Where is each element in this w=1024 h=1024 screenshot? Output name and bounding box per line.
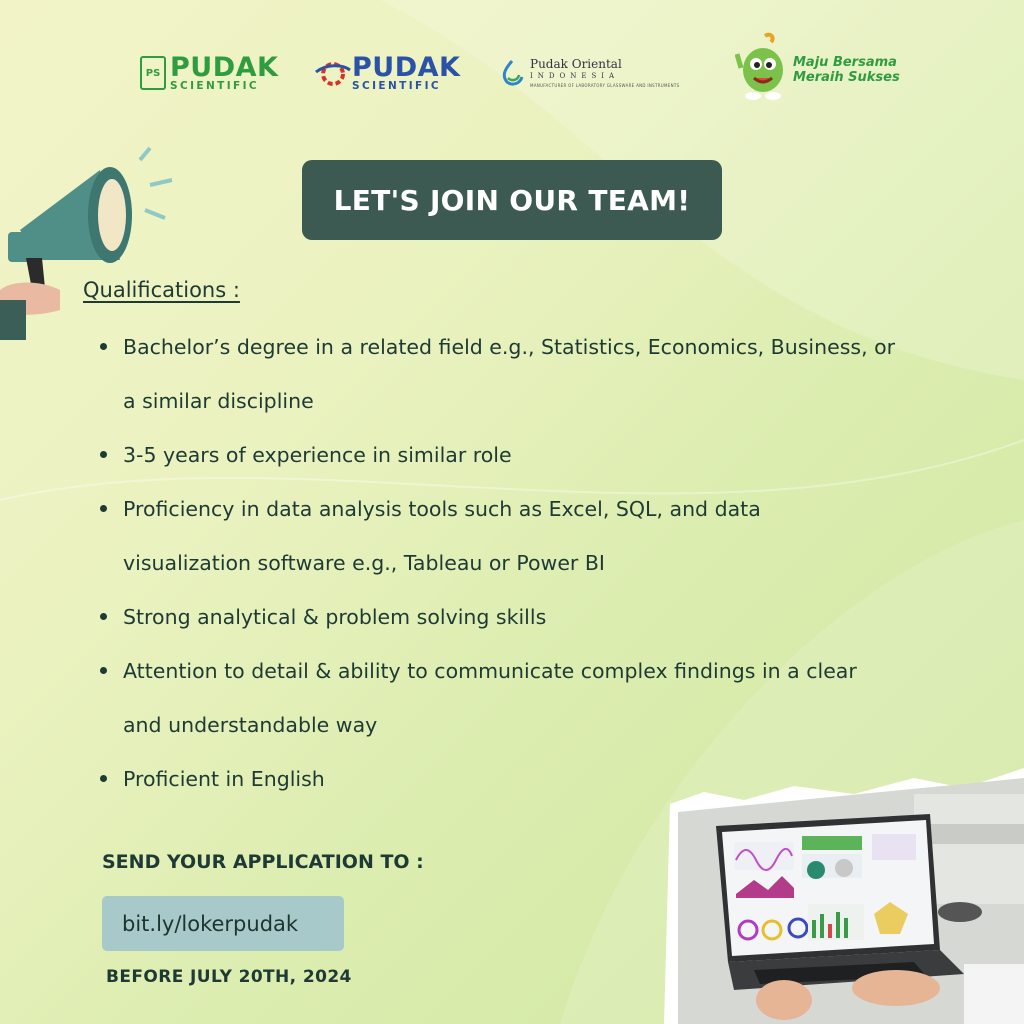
bullet-icon — [100, 451, 107, 458]
bullet-icon — [100, 343, 107, 350]
list-item — [98, 644, 998, 752]
qualification-line: Bachelor’s degree in a related field e.g., Statistics, Economics, Business, or — [123, 335, 896, 359]
mascot-line2: Meraih Sukses — [793, 70, 900, 85]
bullet-icon — [100, 775, 107, 782]
list-item — [98, 428, 998, 482]
bullet-icon — [100, 505, 107, 512]
laptop-dashboard-photo — [664, 764, 1024, 1024]
mascot-line1: Maju Bersama — [793, 55, 897, 71]
application-link[interactable]: bit.ly/lokerpudak — [102, 896, 344, 951]
qualification-line: visualization software e.g., Tableau or Power BI — [123, 551, 605, 575]
list-item — [98, 482, 998, 590]
logo-name: PUDAK — [352, 52, 461, 84]
bullet-icon — [100, 613, 107, 620]
logo-sub: INDONESIA — [530, 72, 620, 80]
send-application-label: SEND YOUR APPLICATION TO : — [102, 851, 424, 873]
qualification-line: Strong analytical & problem solving skills — [123, 605, 547, 629]
join-team-banner: LET'S JOIN OUR TEAM! — [302, 160, 722, 240]
qualification-line: Attention to detail & ability to communicate complex findings in a clear — [123, 659, 857, 683]
mascot-icon — [735, 32, 791, 102]
qualification-line: a similar discipline — [123, 389, 314, 413]
pudak-scientific-blue-logo — [314, 50, 460, 96]
logo-name: PUDAK — [170, 52, 279, 84]
qualification-line: and understandable way — [123, 713, 378, 737]
logo-sub: SCIENTIFIC — [352, 80, 441, 93]
qualification-line: Proficient in English — [123, 767, 325, 791]
ps-emblem: PS — [140, 56, 166, 90]
logo-tagline: MANUFACTURER OF LABORATORY GLASSWARE AND INSTRUMENTS — [530, 83, 680, 88]
drop-emblem-icon — [498, 58, 526, 88]
deadline-text: BEFORE JULY 20TH, 2024 — [106, 967, 352, 987]
pudak-scientific-green-logo — [140, 50, 278, 96]
qualification-line: Proficiency in data analysis tools such as Excel, SQL, and data — [123, 497, 761, 521]
mascot-logo — [735, 32, 900, 102]
qualification-line: 3-5 years of experience in similar role — [123, 443, 512, 467]
bullet-icon — [100, 667, 107, 674]
qualifications-heading: Qualifications : — [83, 278, 240, 302]
qualifications-list — [98, 320, 998, 806]
pudak-oriental-logo — [498, 50, 679, 96]
logo-sub: SCIENTIFIC — [170, 80, 259, 93]
logo-name: Pudak Oriental — [530, 57, 622, 71]
gear-emblem-icon — [314, 56, 352, 90]
list-item — [98, 590, 998, 644]
list-item — [98, 320, 998, 428]
megaphone-icon — [0, 140, 190, 340]
